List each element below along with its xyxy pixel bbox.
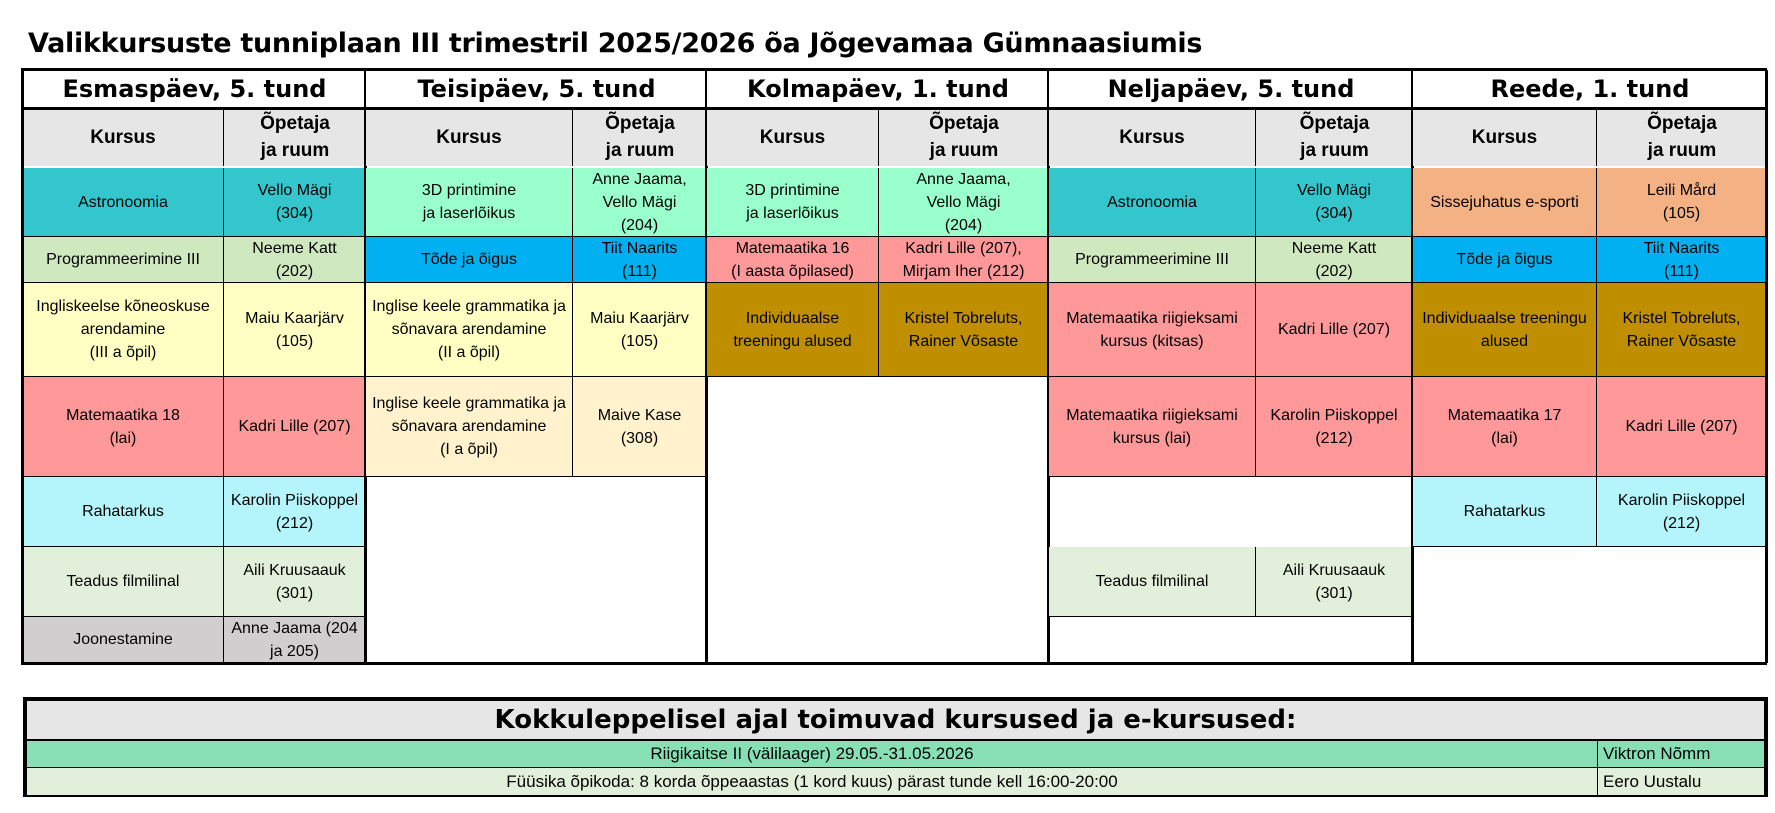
course-cell: Joonestamine — [23, 617, 224, 663]
course-cell: 3D printimine ja laserlõikus — [366, 168, 573, 237]
course-cell: Matemaatika riigieksami kursus (kitsas) — [1049, 283, 1256, 377]
teacher-room-cell: Karolin Piiskoppel (212) — [224, 477, 366, 547]
teacher-room-cell: Neeme Katt (202) — [1256, 237, 1413, 283]
course-cell: 3D printimine ja laserlõikus — [707, 168, 879, 237]
course-cell: Teadus filmilinal — [23, 547, 224, 617]
teacher-room-cell: Tiit Naarits (111) — [1597, 237, 1767, 283]
extra-course-teacher: Viktron Nõmm — [1603, 744, 1711, 763]
teacher-room-cell: Kadri Lille (207) — [224, 377, 366, 477]
extra-course-text: Füüsika õpikoda: 8 korda õppeaastas (1 kord kuus) pärast tunde kell 16:00-20:00 — [27, 768, 1598, 795]
extra-course-row — [27, 768, 1764, 795]
day-header: Esmaspäev, 5. tund — [23, 70, 366, 108]
header-divider — [21, 107, 1767, 110]
teacher-room-cell: Kristel Tobreluts, Rainer Võsaste — [1597, 283, 1767, 377]
day-header: Kolmapäev, 1. tund — [707, 70, 1049, 108]
course-cell: Astronoomia — [23, 168, 224, 237]
teacher-room-cell: Tiit Naarits (111) — [573, 237, 707, 283]
course-cell: Sissejuhatus e-sporti — [1413, 168, 1597, 237]
course-cell: Inglise keele grammatika ja sõnavara arendamine (I a õpil) — [366, 377, 573, 477]
course-cell: Teadus filmilinal — [1049, 547, 1256, 617]
column-header-teacher: Õpetaja ja ruum — [1256, 108, 1413, 166]
day-header: Neljapäev, 5. tund — [1049, 70, 1413, 108]
day-header: Teisipäev, 5. tund — [366, 70, 707, 108]
extra-courses-title: Kokkuleppelisel ajal toimuvad kursused ja e-kursused: — [27, 701, 1764, 741]
day-separator — [1765, 70, 1768, 663]
course-cell: Rahatarkus — [23, 477, 224, 547]
extra-course-teacher: Eero Uustalu — [1603, 771, 1702, 791]
teacher-room-cell: Leili Mård (105) — [1597, 168, 1767, 237]
teacher-room-cell: Vello Mägi (304) — [224, 168, 366, 237]
extra-course-text: Riigikaitse II (välilaager) 29.05.-31.05.2026 — [27, 741, 1598, 767]
course-cell: Matemaatika 16 (I aasta õpilased) — [707, 237, 879, 283]
teacher-room-cell: Kristel Tobreluts, Rainer Võsaste — [879, 283, 1049, 377]
extra-courses-table — [23, 697, 1768, 797]
teacher-room-cell: Karolin Piiskoppel (212) — [1256, 377, 1413, 477]
course-cell: Tõde ja õigus — [366, 237, 573, 283]
column-header-course: Kursus — [366, 108, 573, 166]
course-cell: Matemaatika 18 (lai) — [23, 377, 224, 477]
course-cell: Matemaatika riigieksami kursus (lai) — [1049, 377, 1256, 477]
column-header-course: Kursus — [1413, 108, 1597, 166]
column-header-course: Kursus — [1049, 108, 1256, 166]
day-header: Reede, 1. tund — [1413, 70, 1767, 108]
teacher-room-cell: Neeme Katt (202) — [224, 237, 366, 283]
teacher-room-cell: Vello Mägi (304) — [1256, 168, 1413, 237]
column-header-teacher: Õpetaja ja ruum — [1597, 108, 1767, 166]
column-header-course: Kursus — [707, 108, 879, 166]
teacher-room-cell: Kadri Lille (207) — [1256, 283, 1413, 377]
course-cell: Rahatarkus — [1413, 477, 1597, 547]
teacher-room-cell: Maiu Kaarjärv (105) — [573, 283, 707, 377]
teacher-room-cell: Anne Jaama (204 ja 205) — [224, 617, 366, 663]
teacher-room-cell: Aili Kruusaauk (301) — [1256, 547, 1413, 617]
column-header-course: Kursus — [23, 108, 224, 166]
column-header-teacher: Õpetaja ja ruum — [879, 108, 1049, 166]
course-cell: Ingliskeelse kõneoskuse arendamine (III a õpil) — [23, 283, 224, 377]
teacher-room-cell: Maive Kase (308) — [573, 377, 707, 477]
column-header-teacher: Õpetaja ja ruum — [573, 108, 707, 166]
teacher-room-cell: Maiu Kaarjärv (105) — [224, 283, 366, 377]
table-border-top — [21, 68, 1767, 71]
table-border-bottom — [21, 662, 1767, 665]
teacher-room-cell: Anne Jaama, Vello Mägi (204) — [879, 168, 1049, 237]
course-cell: Programmeerimine III — [23, 237, 224, 283]
teacher-room-cell: Kadri Lille (207), Mirjam Iher (212) — [879, 237, 1049, 283]
teacher-room-cell: Aili Kruusaauk (301) — [224, 547, 366, 617]
teacher-room-cell: Anne Jaama, Vello Mägi (204) — [573, 168, 707, 237]
column-header-teacher: Õpetaja ja ruum — [224, 108, 366, 166]
course-cell: Programmeerimine III — [1049, 237, 1256, 283]
table-border-left — [21, 70, 24, 663]
course-cell: Inglise keele grammatika ja sõnavara arendamine (II a õpil) — [366, 283, 573, 377]
teacher-room-cell: Kadri Lille (207) — [1597, 377, 1767, 477]
course-cell: Individuaalse treeningu alused — [1413, 283, 1597, 377]
course-cell: Individuaalse treeningu alused — [707, 283, 879, 377]
course-cell: Astronoomia — [1049, 168, 1256, 237]
course-cell: Tõde ja õigus — [1413, 237, 1597, 283]
extra-course-row — [27, 741, 1764, 768]
teacher-room-cell: Karolin Piiskoppel (212) — [1597, 477, 1767, 547]
page-title: Valikkursuste tunniplaan III trimestril 2025/2026 õa Jõgevamaa Gümnaasiumis — [28, 28, 1203, 59]
course-cell: Matemaatika 17 (lai) — [1413, 377, 1597, 477]
